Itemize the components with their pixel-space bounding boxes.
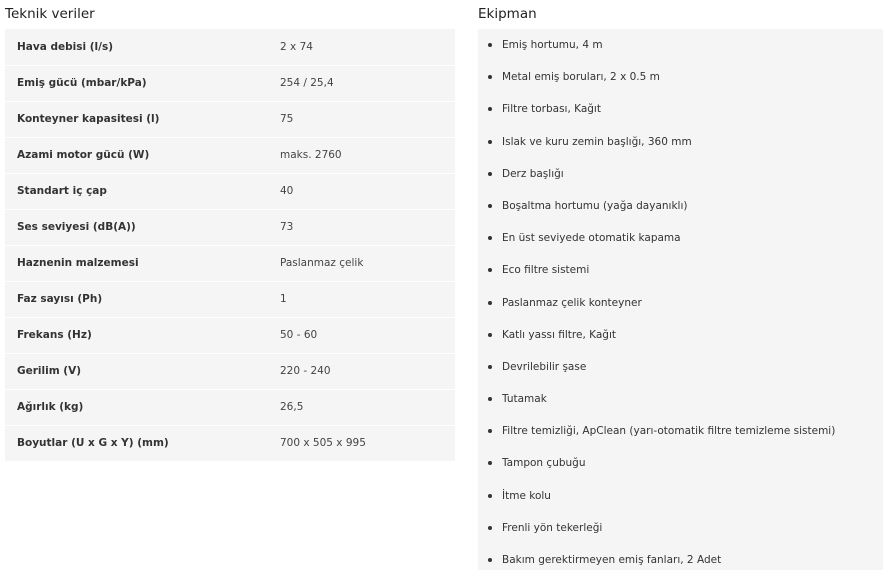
spec-value: 2 x 74 (280, 40, 313, 53)
technical-data-section (5, 0, 455, 462)
list-item (478, 351, 883, 383)
bullet-icon (488, 397, 492, 401)
list-item-label: Islak ve kuru zemin başlığı, 360 mm (502, 135, 692, 148)
list-item (478, 319, 883, 351)
bullet-icon (488, 172, 492, 176)
spec-key: Faz sayısı (Ph) (17, 293, 103, 305)
list-item-label: Tampon çubuğu (502, 457, 586, 470)
table-row (5, 353, 455, 389)
spec-key: Ses seviyesi (dB(A)) (17, 221, 136, 233)
table-row (5, 137, 455, 173)
spec-value: 75 (280, 113, 294, 125)
list-item (478, 512, 883, 544)
list-item (478, 415, 883, 447)
spec-value: Paslanmaz çelik (280, 257, 364, 269)
list-item-label: Filtre torbası, Kağıt (502, 103, 601, 116)
spec-value: maks. 2760 (280, 149, 342, 161)
bullet-icon (488, 236, 492, 240)
spec-key: Frekans (Hz) (17, 329, 92, 341)
list-item-label: En üst seviyede otomatik kapama (502, 232, 681, 245)
bullet-icon (488, 75, 492, 79)
list-item-label: Frenli yön tekerleği (502, 521, 603, 534)
list-item (478, 29, 883, 61)
table-row (5, 317, 455, 353)
spec-value: 26,5 (280, 401, 304, 413)
bullet-icon (488, 333, 492, 337)
list-item (478, 447, 883, 479)
list-item (478, 158, 883, 190)
bullet-icon (488, 494, 492, 498)
spec-key: Boyutlar (U x G x Y) (mm) (17, 437, 169, 449)
bullet-icon (488, 43, 492, 47)
equipment-title: Ekipman (478, 6, 537, 22)
spec-key: Emiş gücü (mbar/kPa) (17, 77, 147, 89)
spec-key: Gerilim (V) (17, 365, 82, 377)
list-item (478, 254, 883, 286)
table-row (5, 173, 455, 209)
list-item (478, 480, 883, 512)
spec-key: Konteyner kapasitesi (l) (17, 113, 160, 125)
list-item-label: Boşaltma hortumu (yağa dayanıklı) (502, 199, 688, 212)
table-row (5, 29, 455, 65)
bullet-icon (488, 204, 492, 208)
spec-value: 50 - 60 (280, 329, 318, 341)
bullet-icon (488, 140, 492, 144)
list-item-label: Derz başlığı (502, 167, 564, 180)
bullet-icon (488, 429, 492, 433)
table-row (5, 245, 455, 281)
equipment-list (478, 29, 883, 570)
list-item (478, 287, 883, 319)
list-item-label: Metal emiş boruları, 2 x 0.5 m (502, 71, 660, 84)
list-item-label: Paslanmaz çelik konteyner (502, 296, 642, 309)
spec-value: 1 (280, 293, 287, 305)
bullet-icon (488, 526, 492, 530)
list-item-label: Katlı yassı filtre, Kağıt (502, 328, 616, 341)
bullet-icon (488, 107, 492, 111)
spec-value: 220 - 240 (280, 365, 331, 377)
list-item-label: Bakım gerektirmeyen emiş fanları, 2 Adet (502, 554, 722, 566)
bullet-icon (488, 365, 492, 369)
bullet-icon (488, 461, 492, 465)
list-item (478, 126, 883, 158)
list-item (478, 61, 883, 93)
spec-value: 254 / 25,4 (280, 77, 334, 89)
table-row (5, 389, 455, 425)
spec-value: 700 x 505 x 995 (280, 437, 366, 449)
bullet-icon (488, 268, 492, 272)
list-item-label: İtme kolu (502, 489, 551, 502)
spec-key: Ağırlık (kg) (17, 401, 84, 413)
spec-key: Azami motor gücü (W) (17, 149, 150, 161)
table-row (5, 65, 455, 101)
technical-data-table (5, 29, 455, 462)
list-item (478, 190, 883, 222)
technical-data-title: Teknik veriler (5, 6, 95, 22)
list-item-label: Eco filtre sistemi (502, 264, 590, 277)
table-row (5, 281, 455, 317)
spec-value: 73 (280, 221, 294, 233)
bullet-icon (488, 558, 492, 562)
spec-key: Hava debisi (l/s) (17, 40, 113, 53)
table-row (5, 101, 455, 137)
list-item (478, 383, 883, 415)
list-item (478, 544, 883, 570)
table-row (5, 209, 455, 245)
spec-value: 40 (280, 185, 294, 197)
equipment-section (478, 0, 883, 570)
spec-key: Standart iç çap (17, 185, 107, 197)
list-item (478, 93, 883, 125)
list-item-label: Emiş hortumu, 4 m (502, 39, 603, 51)
spec-key: Haznenin malzemesi (17, 257, 139, 269)
list-item (478, 222, 883, 254)
table-row (5, 425, 455, 461)
list-item-label: Tutamak (502, 393, 547, 406)
bullet-icon (488, 301, 492, 305)
list-item-label: Filtre temizliği, ApClean (yarı-otomatik filtre temizleme sistemi) (502, 425, 836, 438)
list-item-label: Devrilebilir şase (502, 360, 587, 373)
